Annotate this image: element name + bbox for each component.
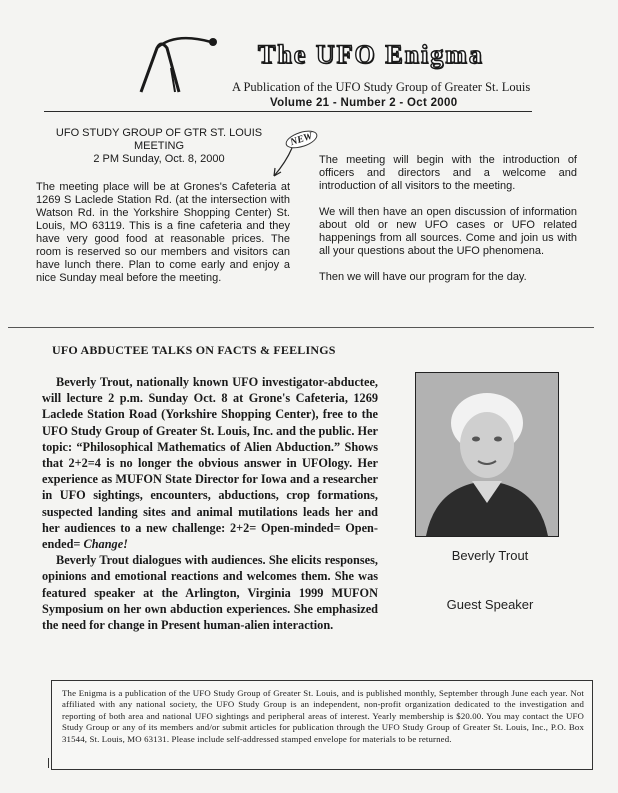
footer-text: The Enigma is a publication of the UFO Study Group of Greater St. Louis, and is published monthly, September through June each year. Not affiliated with any national society, the UFO Study Group is an independent, non-profit organization dedicated to the investigation and reporting of both area and national UFO sightings and peripheral areas of interest. Yearly membership is $20.00. You may contact the UFO Study Group or any of its members and/or submit articles for publication through the UFO Study Group of Greater St. Louis, Inc., P.O. Box 31544, St. Louis, MO 63131. Please include self-addressed stamped envelope for materials to be returned. xyxy=(62,688,584,744)
meeting-heading-line: MEETING xyxy=(133,140,185,152)
arrow-icon xyxy=(268,146,298,180)
photo-caption-name: Beverly Trout xyxy=(451,548,529,563)
meeting-heading-line: 2 PM Sunday, Oct. 8, 2000 xyxy=(93,153,225,165)
speaker-photo xyxy=(415,372,559,537)
article-body xyxy=(42,374,378,633)
issue-line: Volume 21 - Number 2 - Oct 2000 xyxy=(270,97,458,109)
agenda-paragraph: The meeting will begin with the introduction of officers and directors and a welcome and introduction of all visitors to the meeting. xyxy=(319,154,577,192)
meeting-agenda xyxy=(319,154,577,297)
masthead-rule xyxy=(44,111,532,112)
article-emphasis: Change! xyxy=(83,537,128,552)
article-paragraph: Beverly Trout dialogues with audiences. She elicits responses, opinions and emotional reactions and welcomes them. She was featured speaker at the Arlington, Virginia 1999 MUFON Symposium on her own abduction experiences. She emphasized the need for change in Present human-alien interaction. xyxy=(42,553,378,633)
ufo-logo-icon xyxy=(135,34,225,96)
portrait-image xyxy=(416,373,558,536)
newsletter-title: The UFO Enigma xyxy=(258,40,484,69)
meeting-heading-line: UFO STUDY GROUP OF GTR ST. LOUIS xyxy=(55,127,263,139)
meeting-location-text: The meeting place will be at Grones's Cafeteria at 1269 S Laclede Station Rd. (at the intersection with Watson Rd. in the Yorkshire Shopping Center) St. Louis, MO 63119. This is a fine cafeteria and they have very good food at reasonable prices. The room is reserved so our members and visitors can have lunch there. Plan to come early and enjoy a nice Sunday meal before the meeting. xyxy=(36,181,290,284)
agenda-paragraph: We will then have an open discussion of information about old or new UFO cases or UFO related happenings from all sources. Come and join us with all your questions about the UFO phenomena. xyxy=(319,206,577,257)
article-paragraph-text: Beverly Trout, nationally known UFO investigator-abductee, will lecture 2 p.m. Sunday Oct. 8 at Grone's Cafeteria, 1269 Laclede Station Road (Yorkshire Shopping Center), free to the UFO Study Group of Greater St. Louis, Inc. and the public. Her topic: “Philosophical Mathematics of Alien Abduction.” Shows that 2+2=4 is no longer the obvious answer in UFOlogy. Her experience as MUFON State Director for Iowa and a researcher in UFO sightings, encounters, abductions, crop formations, suspected landing sites and animal mutilations leads her and her audiences to a new challenge: 2+2= Open-minded= Open-ended= xyxy=(42,375,378,552)
section-divider xyxy=(8,327,594,328)
new-badge: NEW xyxy=(283,127,319,151)
publication-subtitle: A Publication of the UFO Study Group of Greater St. Louis xyxy=(232,80,531,94)
article-headline: UFO ABDUCTEE TALKS ON FACTS & FEELINGS xyxy=(52,343,336,357)
footer-tick xyxy=(48,758,49,768)
article-paragraph xyxy=(42,374,378,552)
meeting-heading xyxy=(34,127,284,166)
photo-caption-role: Guest Speaker xyxy=(446,597,534,612)
agenda-paragraph: Then we will have our program for the day. xyxy=(319,271,527,283)
